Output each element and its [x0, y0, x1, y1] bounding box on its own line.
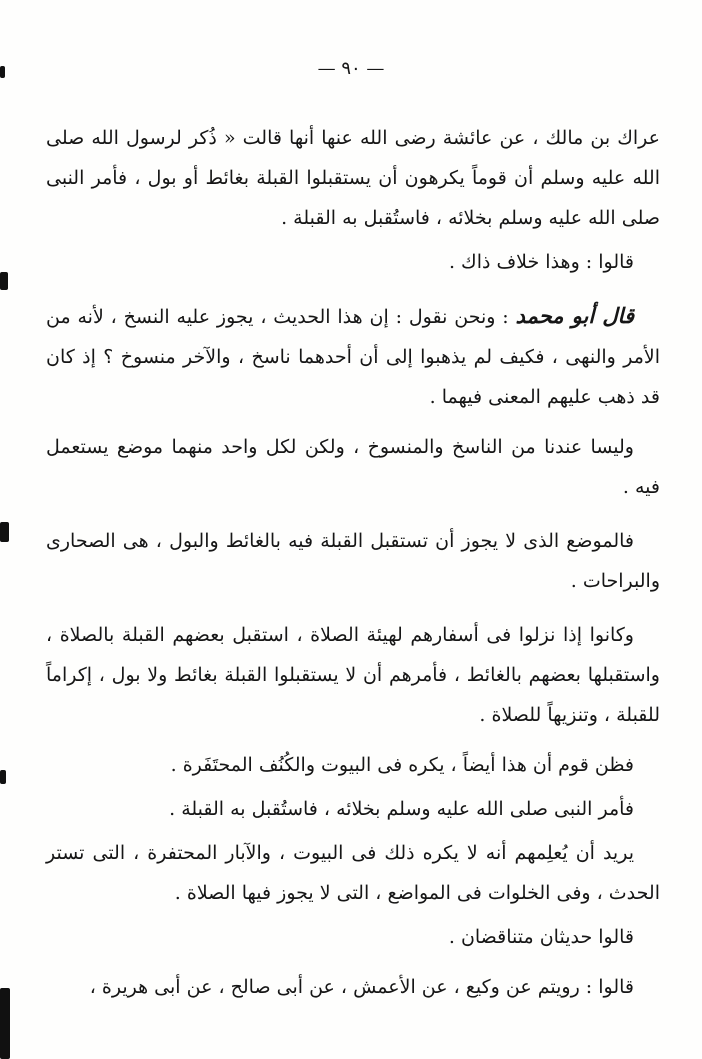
paragraph-objection: قالوا : وهذا خلاف ذاك .	[448, 251, 634, 273]
scan-edge-mark-bottom	[0, 988, 10, 1059]
scan-edge-mark-middle	[0, 522, 9, 542]
speaker-name: قال أبو محمد	[515, 303, 634, 328]
paragraph-contradiction: قالوا حديثان متناقضان .	[448, 926, 634, 948]
paragraph-abrogation: وليسا عندنا من الناسخ والمنسوخ ، ولكن لكل واحد منهما موضع يستعمل فيه .	[46, 436, 660, 498]
page-number: — ٩٠ —	[317, 58, 385, 79]
paragraph-command: فأمر النبى صلى الله عليه وسلم بخلائه ، فاستُقبل به القبلة .	[169, 798, 634, 820]
scan-edge-mark-upper	[0, 272, 8, 290]
scan-edge-mark-lower	[0, 770, 6, 784]
body-text	[46, 118, 660, 1007]
paragraph-reply	[46, 296, 660, 417]
paragraph-houses: فظن قوم أن هذا أيضاً ، يكره فى البيوت والكُنُف المحتَفَرة .	[170, 754, 634, 776]
paragraph-hadith-aisha: عراك بن مالك ، عن عائشة رضى الله عنها أنها قالت « ذُكر لرسول الله صلى الله عليه وسلم أن قوماً يكرهون أن يستقبلوا القبلة بغائط أو بول ، فأمر النبى صلى الله عليه وسلم بخلائه ، فاستُقبل به القبلة .	[46, 127, 660, 229]
paragraph-next-hadith: قالوا : رويتم عن وكيع ، عن الأعمش ، عن أبى صالح ، عن أبى هريرة ،	[89, 976, 634, 998]
reply-text: : ونحن نقول : إن هذا الحديث ، يجوز عليه النسخ ، لأنه من الأمر والنهى ، فكيف لم يذهبوا إلى أن أحدهما ناسخ ، والآخر منسوخ ؟ إذ كان قد ذهب عليهم المعنى فيهما .	[46, 306, 660, 408]
paragraph-deserts: فالموضع الذى لا يجوز أن تستقبل القبلة فيه بالغائط والبول ، هى الصحارى والبراحات .	[46, 530, 660, 592]
paragraph-purpose: يريد أن يُعلِمهم أنه لا يكره ذلك فى البيوت ، والآبار المحتفرة ، التى تستر الحدث ، وفى الخلوات فى المواضع ، التى لا يجوز فيها الصلاة .	[46, 842, 660, 904]
paragraph-travel: وكانوا إذا نزلوا فى أسفارهم لهيئة الصلاة ، استقبل بعضهم القبلة بالصلاة ، واستقبلها بعضهم بالغائط ، فأمرهم أن لا يستقبلوا القبلة بغائط ولا بول ، إكراماً للقبلة ، وتنزيهاً للصلاة .	[46, 624, 660, 726]
